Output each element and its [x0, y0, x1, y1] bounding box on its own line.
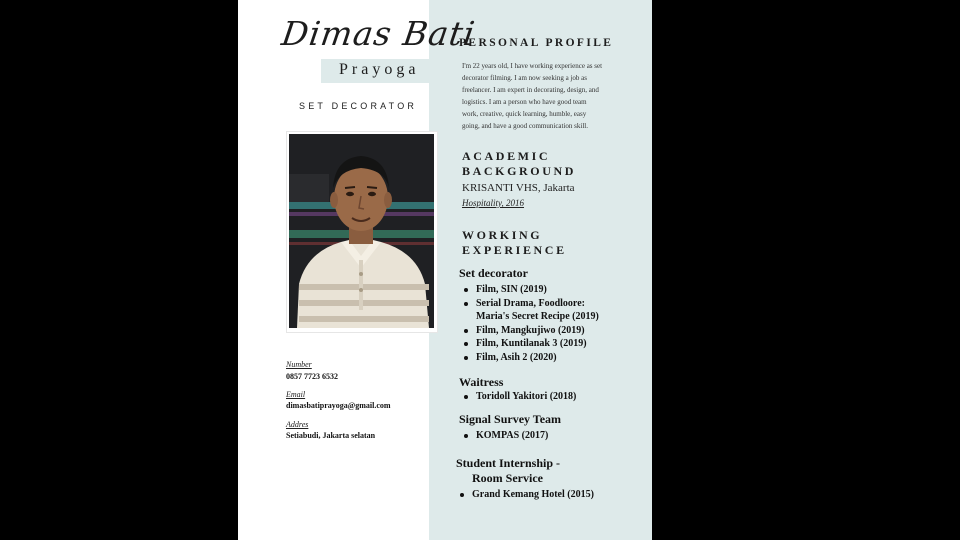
school-name: KRISANTI VHS, Jakarta — [462, 182, 575, 194]
email-address: dimasbatiprayoga@gmail.com — [286, 401, 391, 410]
job-role: SET DECORATOR — [299, 101, 418, 111]
waitress-list — [460, 390, 576, 404]
profile-line: going, and have a good communication skill. — [462, 122, 588, 130]
list-item-text: Serial Drama, Foodloore: — [476, 297, 585, 309]
job-title-line: Student Internship - — [456, 456, 561, 470]
job-title-line: Room Service — [472, 471, 543, 485]
address-value: Setiabudi, Jakarta selatan — [286, 431, 376, 440]
personal-profile-heading: PERSONAL PROFILE — [459, 37, 614, 49]
profile-line: logistics. I am a person who have good team — [462, 98, 587, 106]
school-major: Hospitality, 2016 — [462, 198, 525, 208]
list-item: Grand Kemang Hotel (2015) — [456, 488, 594, 502]
name-first: Dimas Bati — [279, 14, 478, 53]
academic-heading — [462, 149, 576, 179]
internship-list — [456, 488, 594, 502]
profile-line: I'm 22 years old, I have working experience as set — [462, 62, 603, 70]
list-item-continuation: Maria's Secret Recipe (2019) — [476, 311, 599, 322]
list-item: Film, Kuntilanak 3 (2019) — [460, 337, 599, 351]
profile-paragraph — [462, 60, 622, 132]
list-item: Film, SIN (2019) — [460, 283, 599, 297]
experience-heading-line: EXPERIENCE — [462, 243, 567, 257]
name-last: Prayoga — [339, 61, 420, 78]
email-label: Email — [286, 390, 306, 399]
job-title-waitress: Waitress — [459, 375, 504, 389]
profile-line: work, creative, quick learning, humble, easy — [462, 110, 587, 118]
profile-line: decorator filming. I am now seeking a job as — [462, 74, 587, 82]
list-item: Film, Mangkujiwo (2019) — [460, 324, 599, 338]
phone-number: 0857 7723 6532 — [286, 372, 338, 381]
profile-photo — [289, 134, 434, 328]
address-label: Addres — [286, 420, 309, 429]
number-label: Number — [286, 360, 312, 369]
list-item — [460, 297, 599, 324]
experience-heading-line: WORKING — [462, 228, 543, 242]
experience-heading — [462, 228, 567, 258]
portrait-illustration — [289, 134, 434, 328]
list-item: Toridoll Yakitori (2018) — [460, 390, 576, 404]
academic-heading-line: ACADEMIC — [462, 149, 551, 163]
profile-line: freelancer. I am expert in decorating, design, and — [462, 86, 599, 94]
list-item: KOMPAS (2017) — [460, 429, 548, 443]
job-title-signal-survey: Signal Survey Team — [459, 412, 562, 426]
list-item: Film, Asih 2 (2020) — [460, 351, 599, 365]
job-title-internship — [456, 456, 560, 486]
academic-heading-line: BACKGROUND — [462, 164, 577, 178]
job-title-set-decorator: Set decorator — [459, 266, 528, 280]
set-decorator-list — [460, 283, 599, 364]
signal-survey-list — [460, 429, 548, 443]
